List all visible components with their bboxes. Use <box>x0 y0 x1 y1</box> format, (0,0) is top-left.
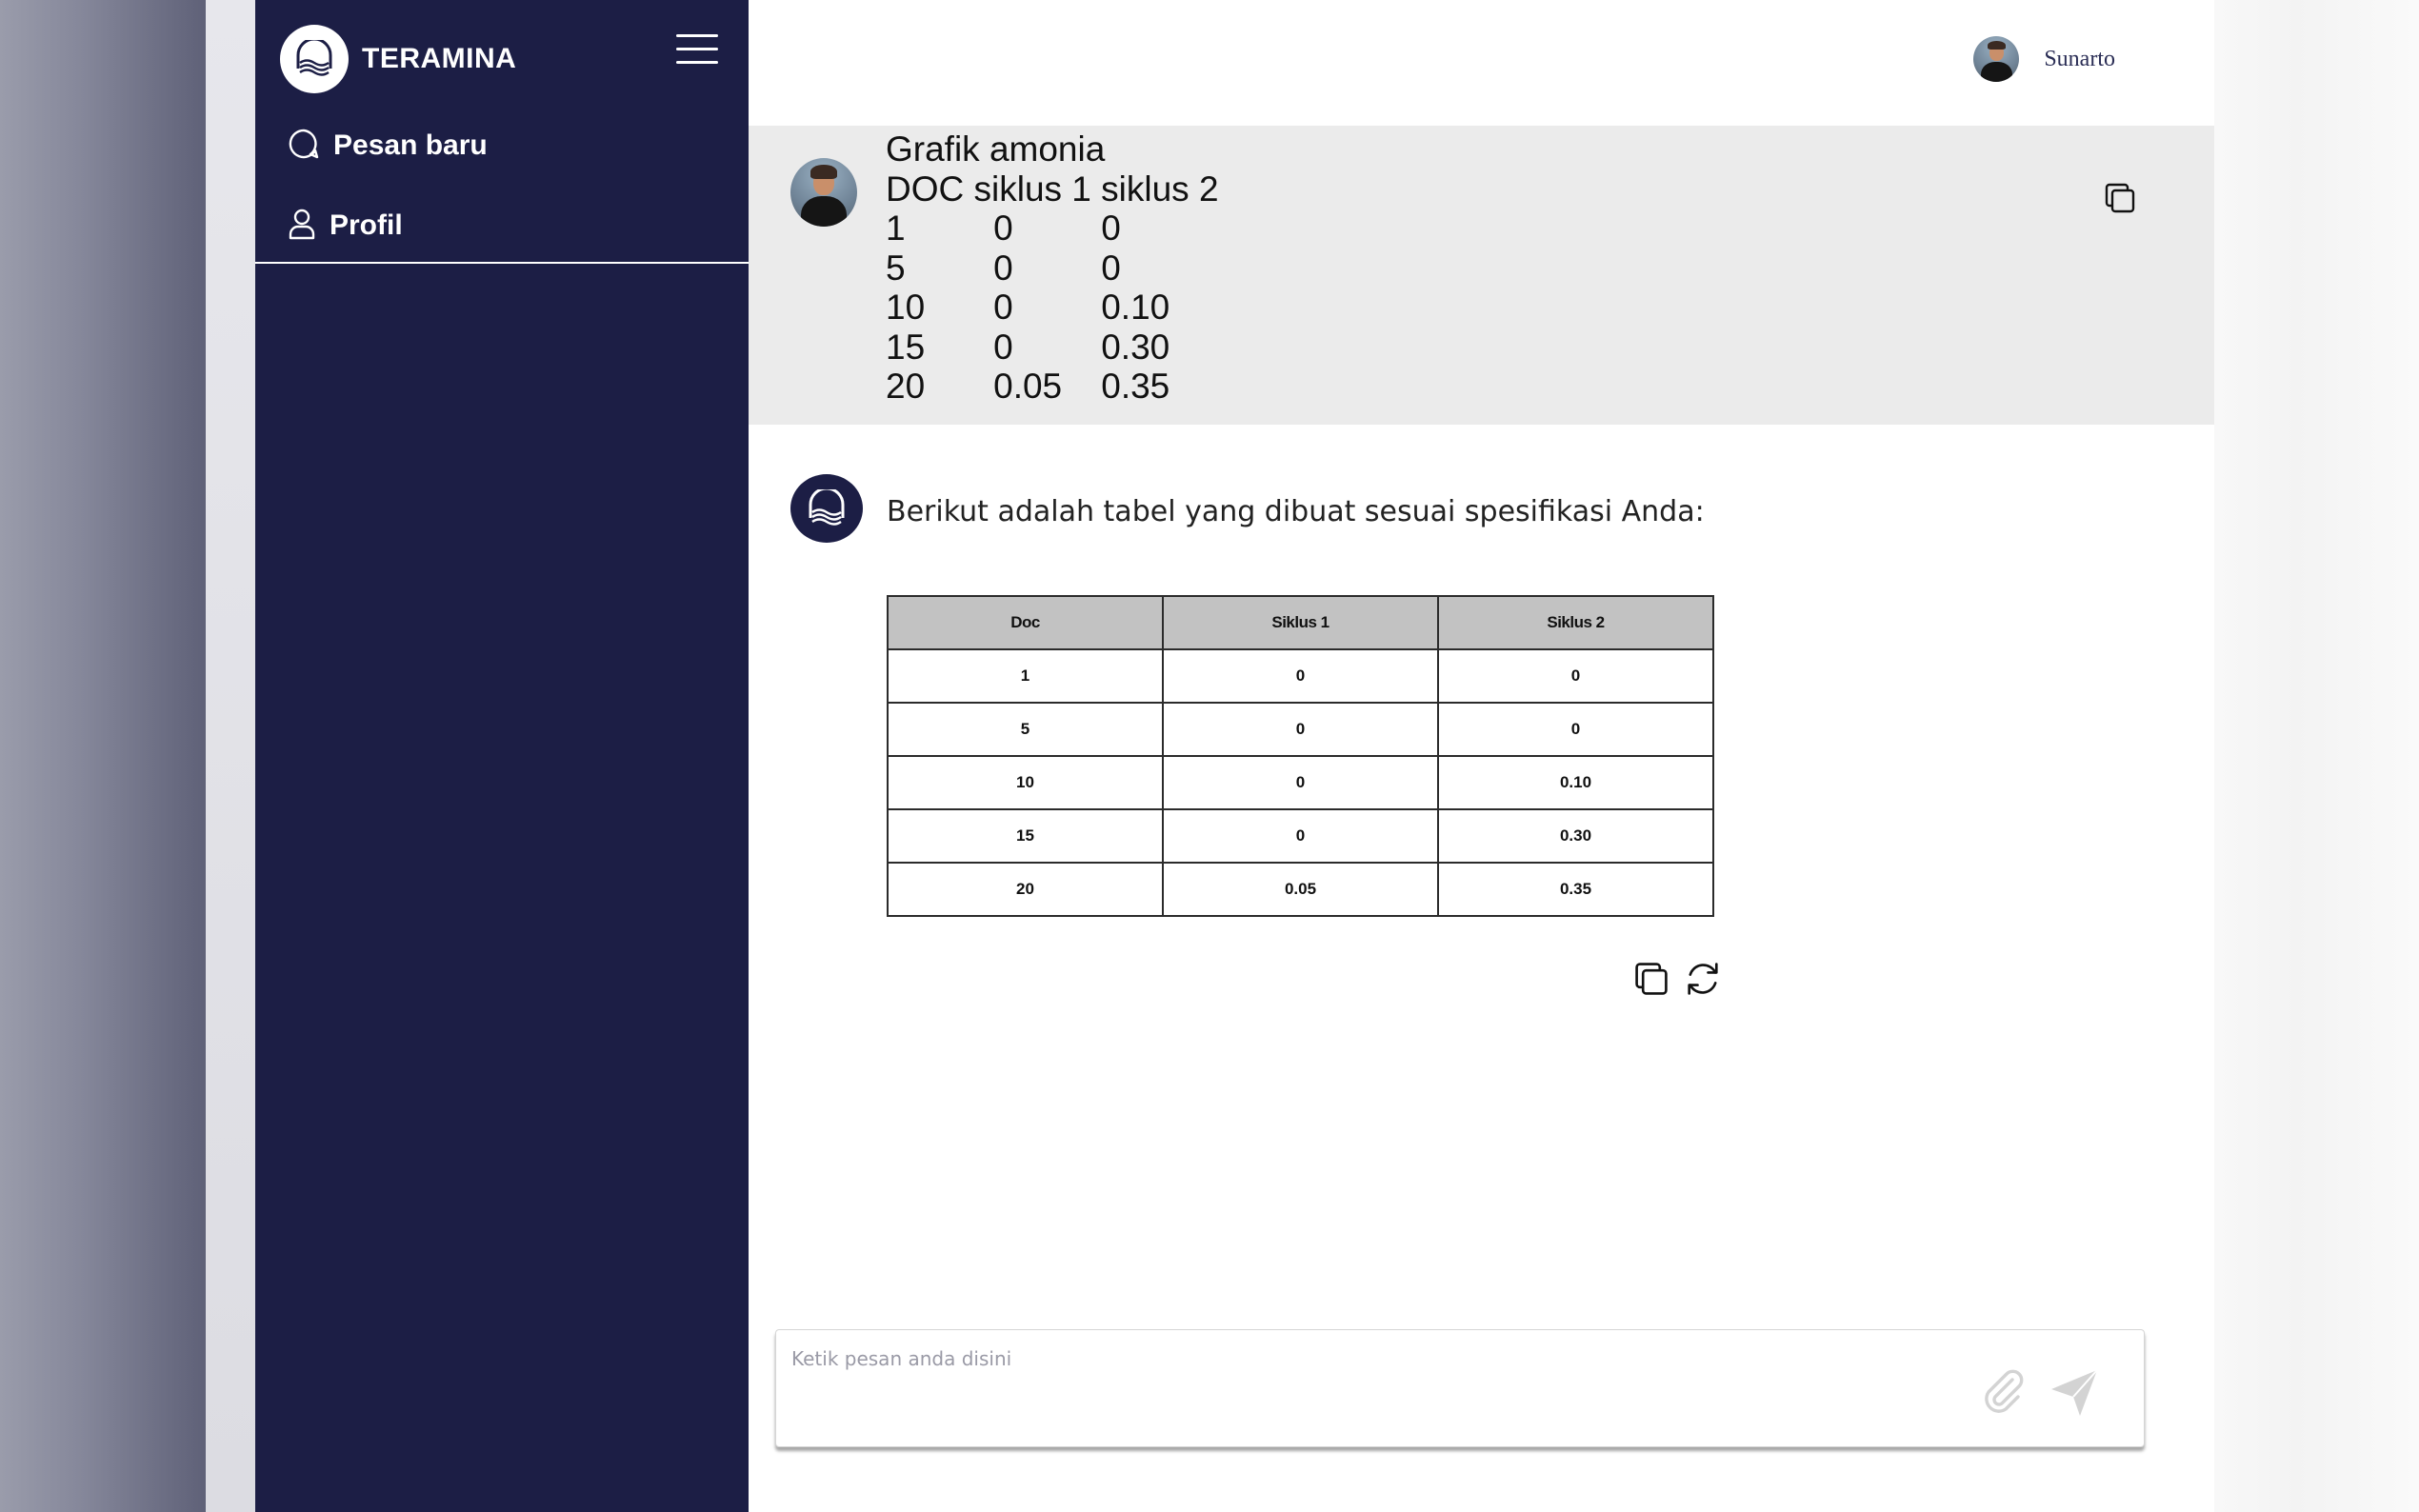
table-cell: 5 <box>888 703 1163 756</box>
table-cell: 0.10 <box>1438 756 1713 809</box>
table-cell: 0 <box>1438 649 1713 703</box>
user-message-text: Grafik amonia DOC siklus 1 siklus 2 1 0 0 5 0 0 10 0 0.10 15 0 0.30 20 0.05 0.35 <box>886 129 1219 406</box>
table-row <box>888 649 1713 703</box>
menu-toggle-button[interactable] <box>676 34 718 69</box>
user-menu[interactable] <box>1973 36 2115 82</box>
response-table <box>887 595 1714 917</box>
bot-message-text: Berikut adalah tabel yang dibuat sesuai spesifikasi Anda: <box>887 495 1705 528</box>
regenerate-button[interactable] <box>1682 958 1724 1004</box>
copy-icon <box>1630 958 1672 1000</box>
sidebar-item-label: Pesan baru <box>333 129 488 161</box>
column-header: Doc <box>888 596 1163 649</box>
avatar <box>790 158 857 227</box>
sidebar-item-profile[interactable] <box>288 208 403 244</box>
copy-button[interactable] <box>1630 958 1672 1004</box>
send-button[interactable] <box>2048 1368 2101 1422</box>
table-cell: 0.30 <box>1438 809 1713 863</box>
table-cell: 20 <box>888 863 1163 916</box>
brand-name: TERAMINA <box>362 43 517 74</box>
bot-avatar <box>790 474 863 543</box>
message-input[interactable] <box>791 1342 1934 1376</box>
avatar <box>1973 36 2019 82</box>
chat-main <box>749 0 2214 1512</box>
table-cell: 0 <box>1438 703 1713 756</box>
table-cell: 0 <box>1163 756 1438 809</box>
backdrop-right <box>2214 0 2419 1512</box>
brand <box>280 25 516 93</box>
backdrop-strip <box>206 0 255 1512</box>
column-header: Siklus 1 <box>1163 596 1438 649</box>
teramina-logo-icon <box>280 25 349 93</box>
sidebar-item-new-message[interactable] <box>288 128 488 164</box>
teramina-logo-icon <box>805 489 849 527</box>
backdrop-left <box>0 0 206 1512</box>
user-name: Sunarto <box>2044 46 2115 71</box>
send-icon <box>2048 1368 2101 1418</box>
table-cell: 0.35 <box>1438 863 1713 916</box>
copy-button[interactable] <box>2101 179 2139 221</box>
attach-button[interactable] <box>1976 1364 2029 1422</box>
table-header-row <box>888 596 1713 649</box>
table-cell: 1 <box>888 649 1163 703</box>
user-message <box>749 126 2214 425</box>
chat-bubble-icon <box>288 128 320 164</box>
paperclip-icon <box>1976 1364 2029 1418</box>
table-cell: 0 <box>1163 649 1438 703</box>
sidebar <box>255 0 749 1512</box>
bot-message-actions <box>1630 958 1724 1004</box>
table-row <box>888 756 1713 809</box>
user-icon <box>288 208 316 244</box>
refresh-icon <box>1682 958 1724 1000</box>
hamburger-icon <box>676 34 718 37</box>
table-cell: 10 <box>888 756 1163 809</box>
column-header: Siklus 2 <box>1438 596 1713 649</box>
message-composer <box>775 1329 2145 1447</box>
topbar <box>749 0 2214 126</box>
table-row <box>888 863 1713 916</box>
table-cell: 0 <box>1163 809 1438 863</box>
table-cell: 0 <box>1163 703 1438 756</box>
sidebar-item-label: Profil <box>330 209 403 241</box>
table-cell: 0.05 <box>1163 863 1438 916</box>
table-row <box>888 809 1713 863</box>
table-cell: 15 <box>888 809 1163 863</box>
copy-icon <box>2101 179 2139 217</box>
table-row <box>888 703 1713 756</box>
sidebar-divider <box>255 262 749 264</box>
